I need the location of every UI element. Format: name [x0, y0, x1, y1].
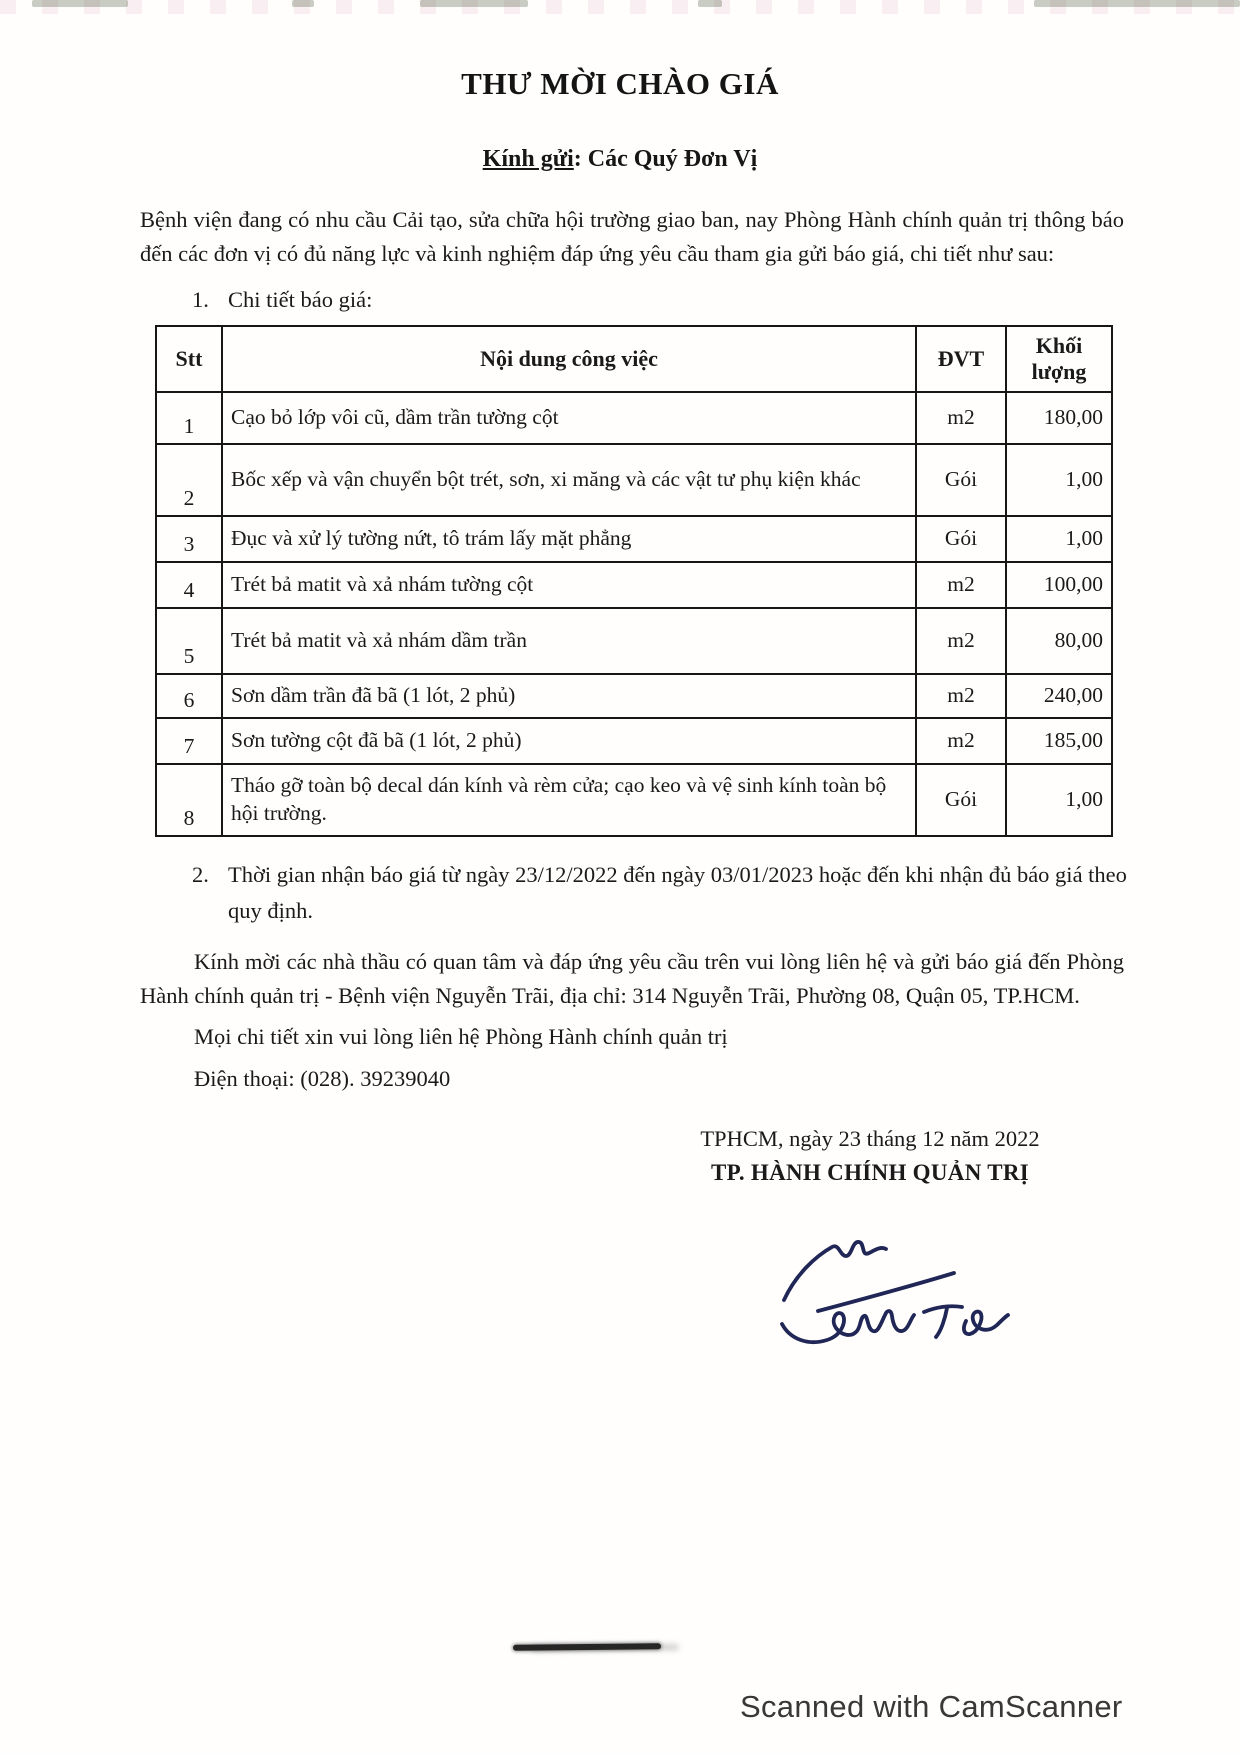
closing-paragraph-phone: Điện thoại: (028). 39239040: [194, 1066, 451, 1091]
cell-qty: 1,00: [1006, 764, 1112, 836]
table-row: [156, 516, 1112, 562]
closing-paragraph-contact: Kính mời các nhà thầu có quan tâm và đáp ứng yêu cầu trên vui lòng liên hệ và gửi báo giá đến Phòng Hành chính quản trị - Bệnh viện Nguyễn Trãi, địa chỉ: 314 Nguyễn Trãi, Phường 08, Quận 05, TP.HCM.: [140, 948, 1124, 1009]
cell-unit: m2: [916, 608, 1006, 674]
cell-qty: 80,00: [1006, 608, 1112, 674]
scan-artifact: [698, 0, 722, 7]
signature-department-line: TP. HÀNH CHÍNH QUẢN TRỊ: [710, 1159, 1030, 1185]
header-stt: Stt: [156, 326, 222, 392]
cell-unit: m2: [916, 718, 1006, 764]
scan-artifact: [420, 0, 528, 7]
document-title: THƯ MỜI CHÀO GIÁ: [461, 66, 779, 101]
cell-content: Trét bả matit và xả nhám tường cột: [222, 562, 916, 608]
signature-block: [620, 1126, 1120, 1382]
table-row: [156, 444, 1112, 516]
camscanner-footer: [0, 1689, 1240, 1737]
cell-content: Đục và xử lý tường nứt, tô trám lấy mặt phẳng: [222, 516, 916, 562]
cell-stt: 6: [156, 674, 222, 718]
salutation-colon: :: [573, 146, 582, 172]
cell-content: Bốc xếp và vận chuyển bột trét, sơn, xi măng và các vật tư phụ kiện khác: [222, 444, 916, 516]
cell-stt: 7: [156, 718, 222, 764]
scan-artifact: [1034, 0, 1240, 7]
table-row: [156, 608, 1112, 674]
cell-qty: 240,00: [1006, 674, 1112, 718]
cell-stt: 5: [156, 608, 222, 674]
cell-stt: 1: [156, 392, 222, 444]
header-unit: ĐVT: [916, 326, 1006, 392]
cell-qty: 1,00: [1006, 444, 1112, 516]
cell-qty: 1,00: [1006, 516, 1112, 562]
header-content: Nội dung công việc: [222, 326, 916, 392]
list-item-2-number: 2.: [192, 861, 209, 887]
quotation-table: [155, 325, 1113, 837]
list-item-2-text: Thời gian nhận báo giá từ ngày 23/12/2022 đến ngày 03/01/2023 hoặc đến khi nhận đủ báo giá theo quy định.: [228, 861, 1127, 923]
cell-qty: 180,00: [1006, 392, 1112, 444]
intro-paragraph: Bệnh viện đang có nhu cầu Cải tạo, sửa chữa hội trường giao ban, nay Phòng Hành chính quản trị thông báo đến các đơn vị có đủ năng lực và kinh nghiệm đáp ứng yêu cầu tham gia gửi báo giá, chi tiết như sau:: [140, 207, 1124, 266]
cell-unit: Gói: [916, 444, 1006, 516]
salutation-line: [0, 146, 1240, 173]
table-row: [156, 764, 1112, 836]
list-item-1-text: Chi tiết báo giá:: [228, 286, 373, 312]
cell-stt: 8: [156, 764, 222, 836]
table-row: [156, 674, 1112, 718]
salutation-value: Các Quý Đơn Vị: [587, 146, 758, 172]
cell-unit: Gói: [916, 764, 1006, 836]
cell-stt: 3: [156, 516, 222, 562]
table-header-row: [156, 326, 1112, 392]
scan-artifact: [32, 0, 128, 7]
table-row: [156, 392, 1112, 444]
cell-content: Sơn dầm trần đã bã (1 lót, 2 phủ): [222, 674, 916, 718]
cell-unit: m2: [916, 674, 1006, 718]
list-item-2: [192, 857, 1130, 929]
cell-content: Tháo gỡ toàn bộ decal dán kính và rèm cửa; cạo keo và vệ sinh kính toàn bộ hội trường.: [222, 764, 916, 836]
scan-smudge: [513, 1643, 661, 1651]
closing-paragraph-details: Mọi chi tiết xin vui lòng liên hệ Phòng Hành chính quản trị: [194, 1024, 728, 1050]
camscanner-watermark: Scanned with CamScanner: [740, 1689, 1123, 1724]
cell-unit: m2: [916, 392, 1006, 444]
cell-unit: m2: [916, 562, 1006, 608]
cell-stt: 4: [156, 562, 222, 608]
table-row: [156, 718, 1112, 764]
cell-content: Cạo bỏ lớp vôi cũ, dầm trần tường cột: [222, 392, 916, 444]
cell-stt: 2: [156, 444, 222, 516]
table-row: [156, 562, 1112, 608]
cell-content: Trét bả matit và xả nhám dầm trần: [222, 608, 916, 674]
list-item-1-number: 1.: [192, 286, 209, 312]
cell-unit: Gói: [916, 516, 1006, 562]
list-item-1: [192, 287, 1124, 313]
salutation-label: Kính gửi: [482, 146, 574, 172]
handwritten-signature: [700, 1212, 1040, 1382]
scan-artifact: [292, 0, 314, 7]
cell-content: Sơn tường cột đã bã (1 lót, 2 phủ): [222, 718, 916, 764]
cell-qty: 185,00: [1006, 718, 1112, 764]
signature-date-line: TPHCM, ngày 23 tháng 12 năm 2022: [700, 1125, 1040, 1151]
cell-qty: 100,00: [1006, 562, 1112, 608]
header-qty: Khối lượng: [1006, 326, 1112, 392]
